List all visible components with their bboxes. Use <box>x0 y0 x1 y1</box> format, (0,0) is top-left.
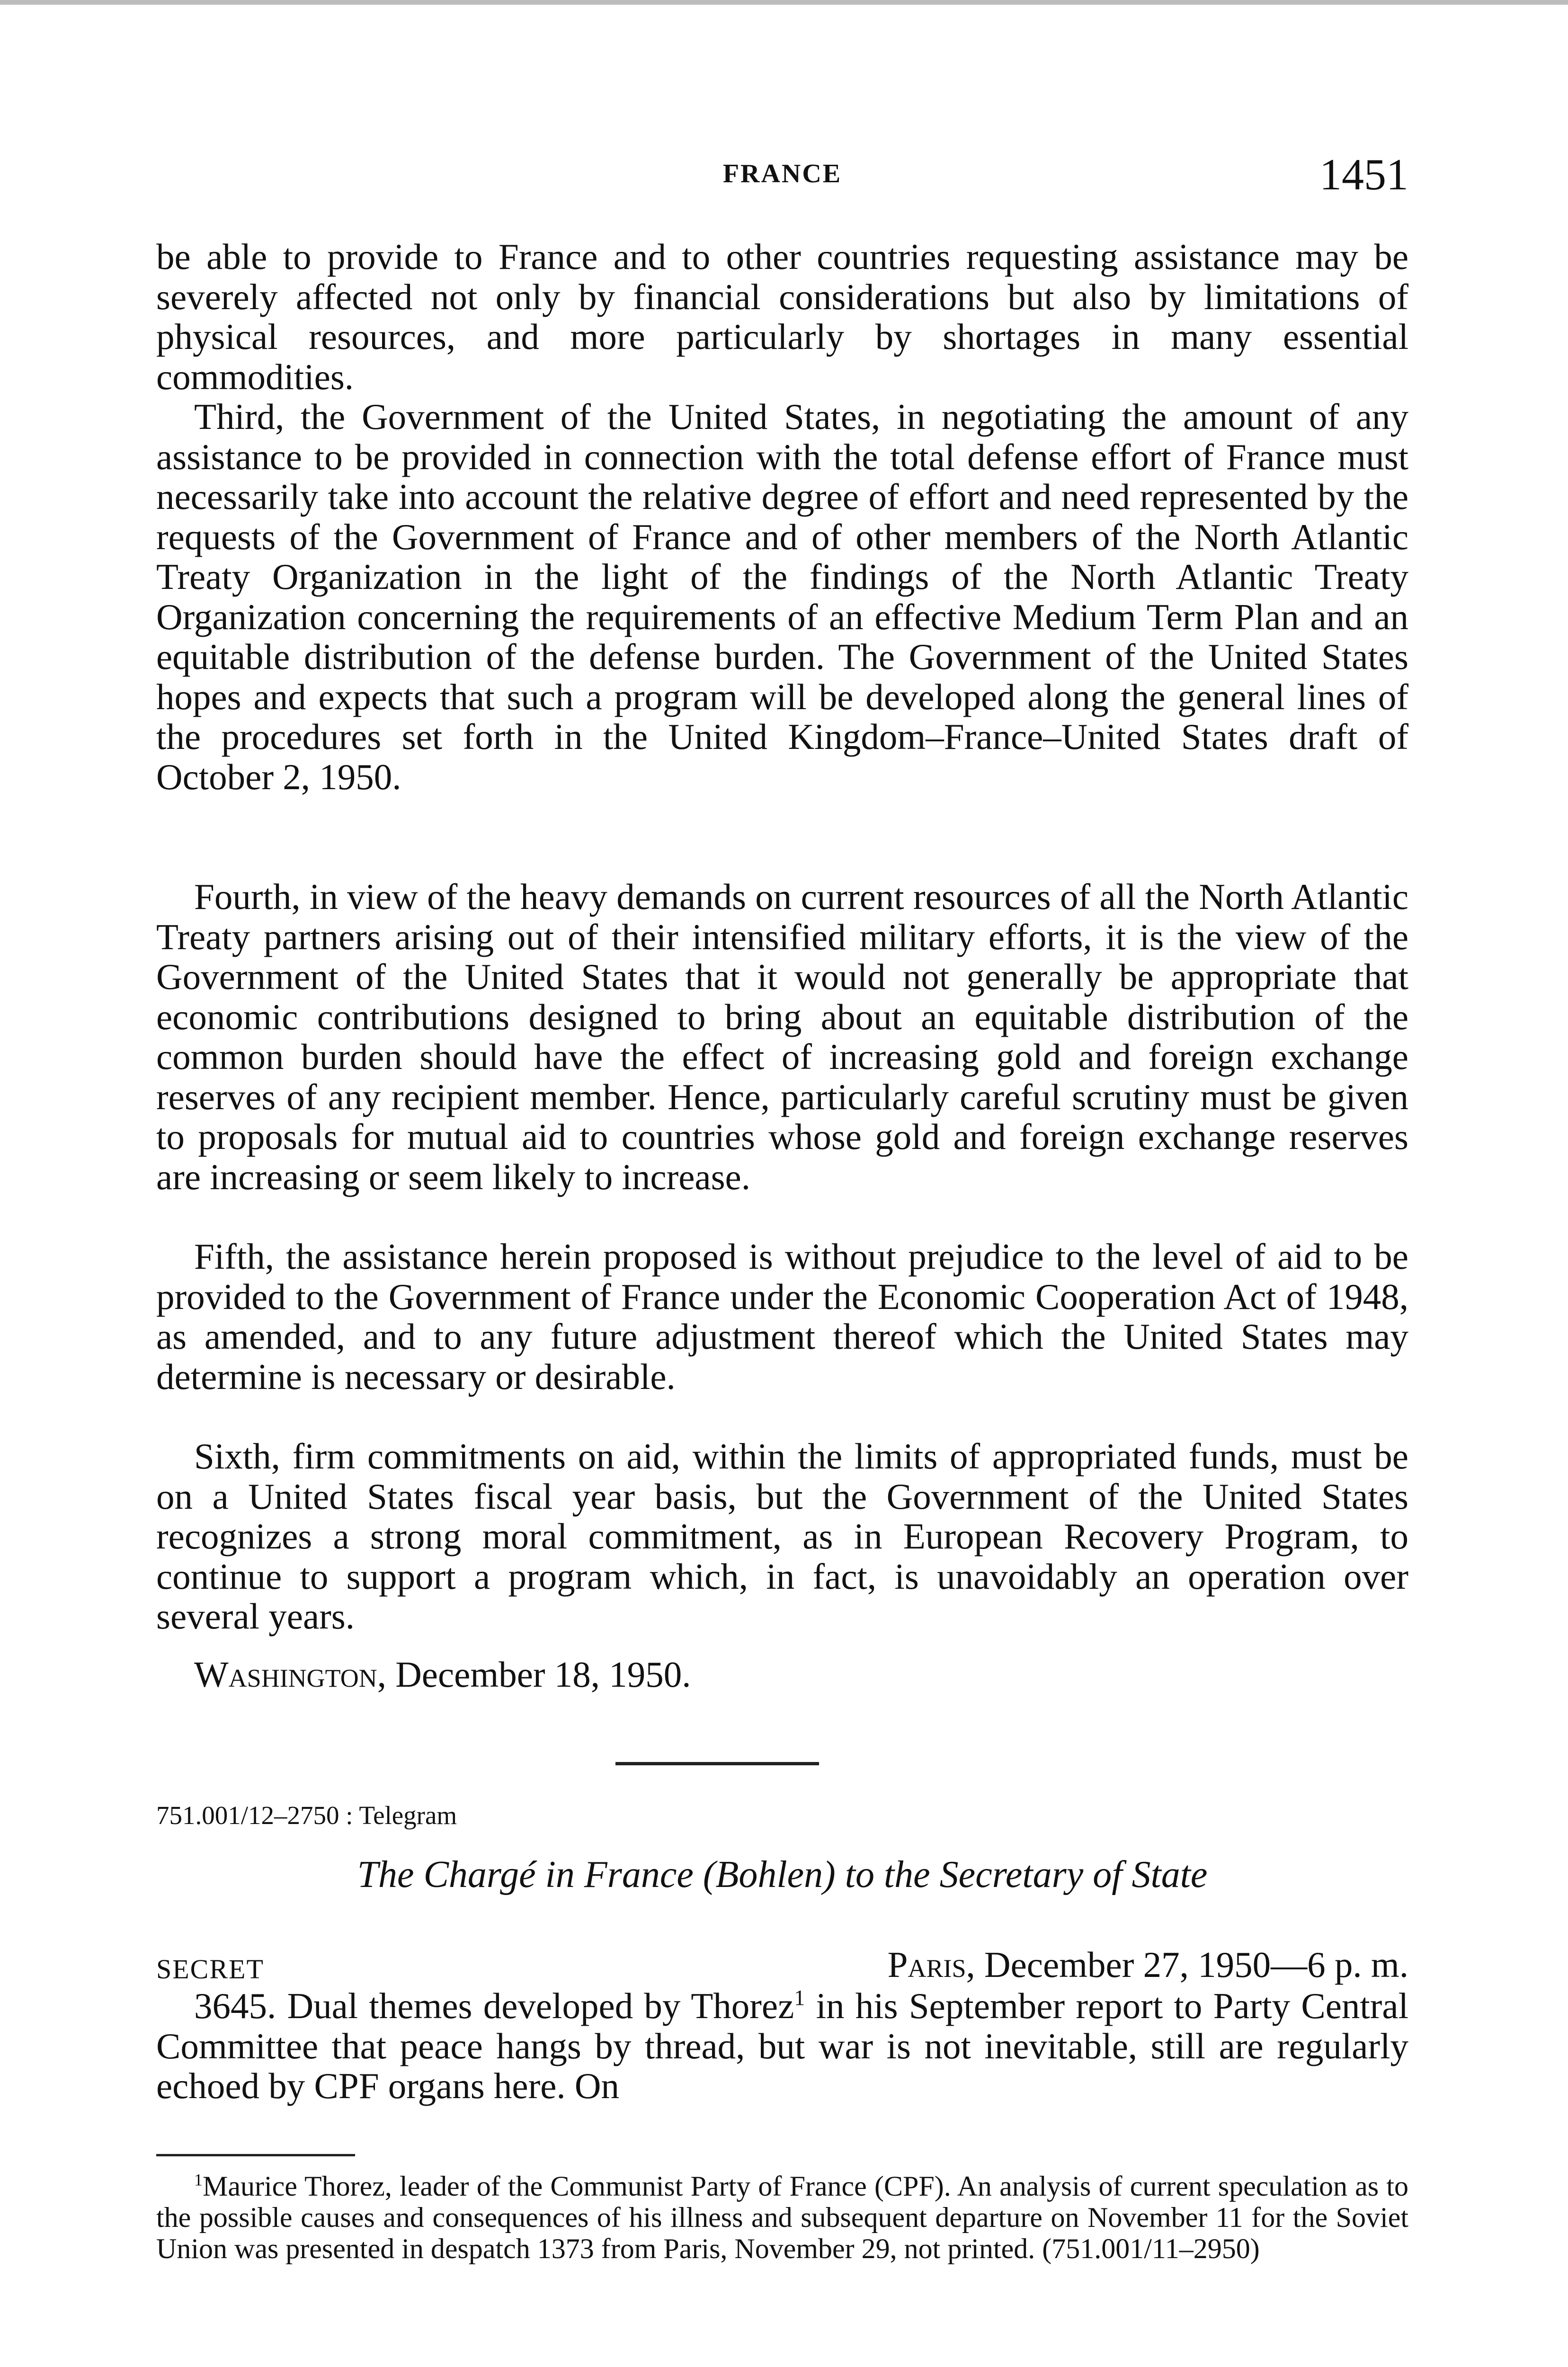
footnote-reference: 1 <box>794 1985 805 2010</box>
paragraph-continuation: be able to provide to France and to other countries requesting assistance may be severely affected not only by financial considerations but also by limitations of physical resources, and more particularly by shortages in many essential commodities. <box>156 236 1408 397</box>
section-divider <box>615 1762 819 1765</box>
dateline-date: , December 27, 1950—6 p. m. <box>966 1944 1408 1985</box>
signature-place: Washington <box>194 1654 377 1695</box>
page-top-rule <box>0 0 1568 5</box>
document-title: The Chargé in France (Bohlen) to the Secretary of State <box>357 1854 1208 1895</box>
paragraph-sixth: Sixth, firm commitments on aid, within the limits of appropriated funds, must be on a United States fiscal year basis, but the Government of the United States recognizes a strong moral commitment, as in European Recovery Program, to continue to support a program which, in fact, is unavoidably an operation over several years. <box>156 1436 1408 1637</box>
dateline <box>888 1945 1408 1985</box>
section-title: FRANCE <box>722 159 842 188</box>
telegram-body-rest: in his September report to Party Central Committee that peace hangs by thread, but war is not inevitable, still are regularly echoed by CPF organs here. On <box>156 1985 1408 2106</box>
dateline-place: Paris <box>887 1944 966 1985</box>
paragraph-fifth: Fifth, the assistance herein proposed is without prejudice to the level of aid to be provided to the Government of France under the Economic Cooperation Act of 1948, as amended, and to any future adjustment thereof which the United States may determine is necessary or desirable. <box>156 1236 1408 1397</box>
footnote-marker: 1 <box>194 2170 203 2189</box>
footnote <box>156 2171 1408 2264</box>
paragraph-third: Third, the Government of the United States, in negotiating the amount of any assistance to be provided in connection with the total defense effort of France must necessarily take into account the relative degree of effort and need represented by the requests of the Government of France and of other members of the North Atlantic Treaty Organization in the light of the findings of the North Atlantic Treaty Organization concerning the requirements of an effective Medium Term Plan and an equitable distribution of the defense burden. The Government of the United States hopes and expects that such a program will be developed along the general lines of the procedures set forth in the United Kingdom–France–United States draft of October 2, 1950. <box>156 396 1408 797</box>
running-head <box>156 149 1408 201</box>
paragraph-fourth: Fourth, in view of the heavy demands on current resources of all the North Atlantic Treaty partners arising out of their intensified military efforts, it is the view of the Government of the United States that it would not generally be appropriate that economic contributions designed to bring about an equitable distribution of the common burden should have the effect of increasing gold and foreign exchange reserves of any recipient member. Hence, particularly careful scrutiny must be given to proposals for mutual aid to countries whose gold and foreign exchange reserves are increasing or seem likely to increase. <box>156 876 1408 1197</box>
classification-label: SECRET <box>156 1954 264 1984</box>
signature-line <box>194 1655 691 1695</box>
telegram-body <box>156 1986 1408 2106</box>
telegram-body-start: 3645. Dual themes developed by Thorez <box>194 1985 794 2026</box>
file-reference: 751.001/12–2750 : Telegram <box>156 1801 457 1830</box>
footnote-text: Maurice Thorez, leader of the Communist Party of France (CPF). An analysis of current speculation as to the possible causes and consequences of his illness and subsequent departure on November 11 for the Soviet Union was presented in despatch 1373 from Paris, November 29, not printed. (751.001/11–2950) <box>156 2171 1408 2264</box>
signature-date: , December 18, 1950. <box>377 1654 691 1695</box>
footnote-rule <box>156 2154 355 2156</box>
page-number: 1451 <box>1319 150 1408 199</box>
